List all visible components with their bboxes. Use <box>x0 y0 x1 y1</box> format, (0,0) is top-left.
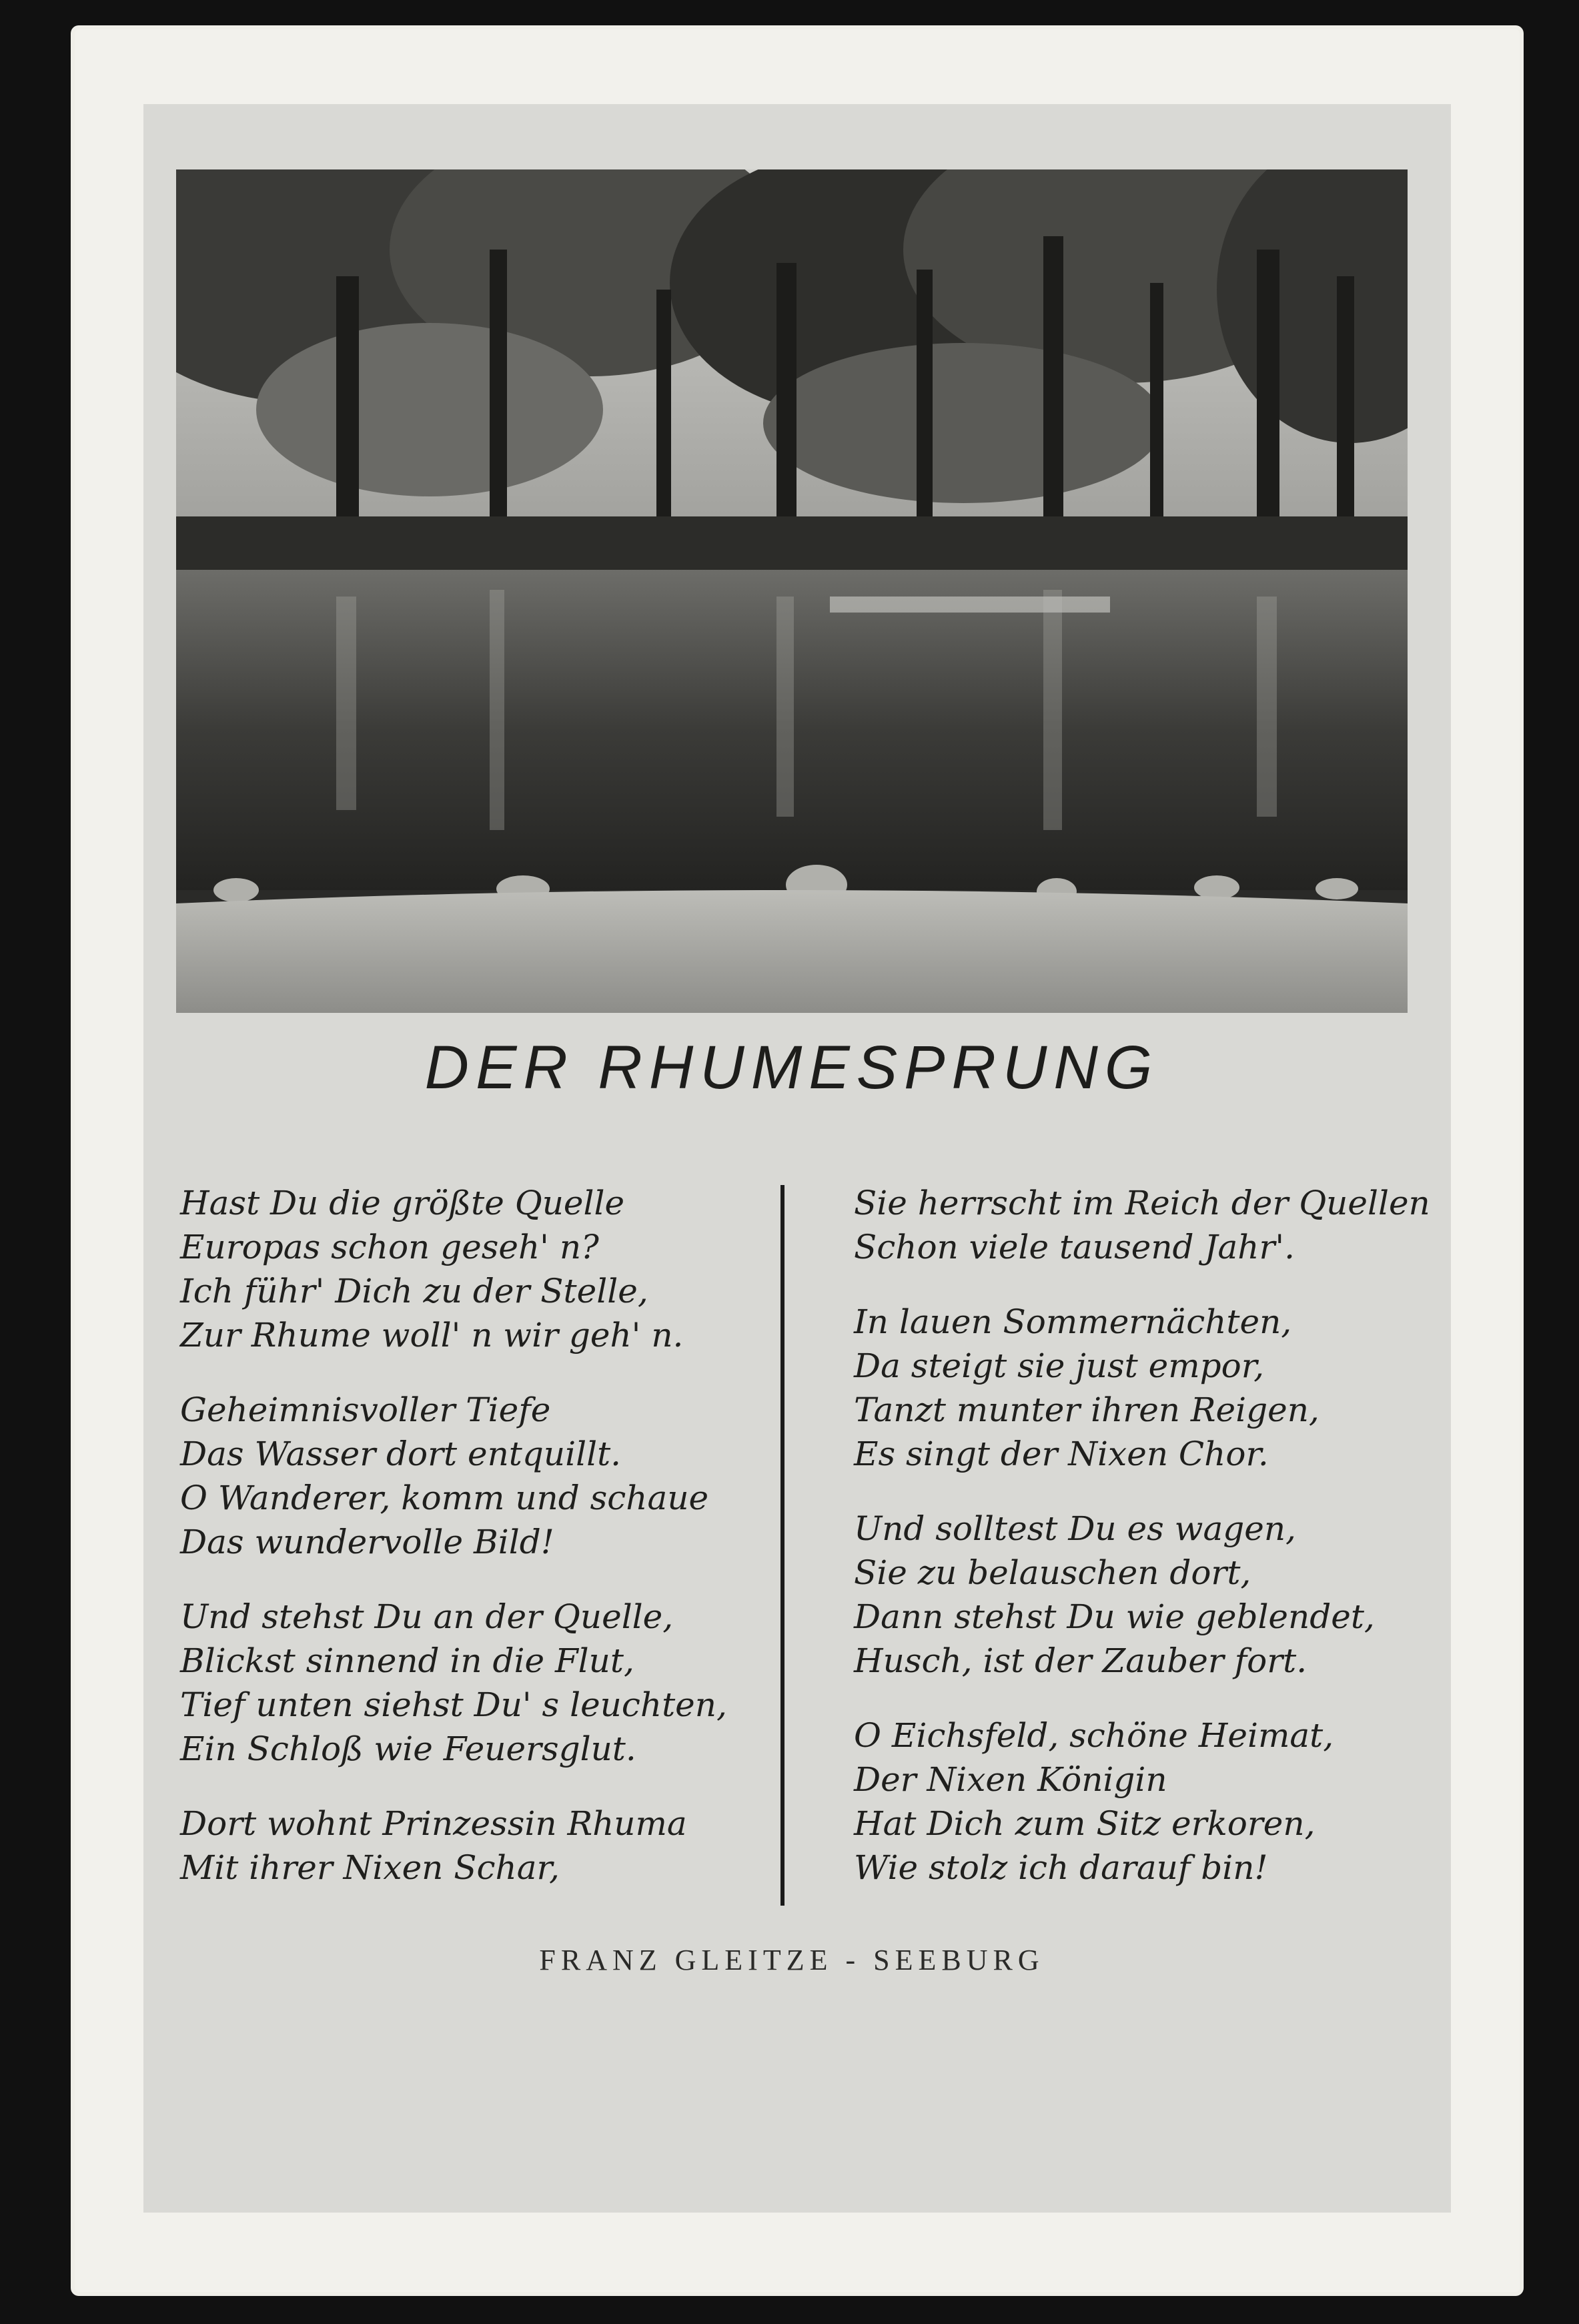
stanza <box>854 1300 1454 1476</box>
stanza <box>180 1388 767 1564</box>
poem-line: Der Nixen Königin <box>854 1760 1167 1799</box>
poem-line: Wie stolz ich darauf bin! <box>854 1848 1268 1887</box>
poem-line: O Eichsfeld, schöne Heimat, <box>854 1716 1334 1755</box>
author-credit: FRANZ GLEITZE - SEEBURG <box>539 1944 1045 1976</box>
stanza <box>180 1595 767 1771</box>
poem-line: Dann stehst Du wie geblendet, <box>854 1597 1375 1636</box>
poem-line: Husch, ist der Zauber fort. <box>854 1641 1307 1680</box>
poem-line: Geheimnisvoller Tiefe <box>180 1391 551 1429</box>
poem-line: Europas schon geseh' n? <box>180 1228 599 1266</box>
stanza <box>854 1507 1454 1683</box>
poem-line: Mit ihrer Nixen Schar, <box>180 1848 560 1887</box>
poem-line: Tanzt munter ihren Reigen, <box>854 1391 1320 1429</box>
stanza <box>854 1181 1454 1269</box>
stanza <box>854 1713 1454 1890</box>
poem-left-column <box>180 1181 767 1920</box>
poem-line: In lauen Sommernächten, <box>854 1302 1292 1341</box>
poem-line: Sie zu belauschen dort, <box>854 1553 1251 1592</box>
poem-title: DER RHUMESPRUNG <box>424 1034 1159 1102</box>
poem-line: O Wanderer, komm und schaue <box>180 1479 709 1517</box>
stanza <box>180 1802 767 1890</box>
poem-line: Schon viele tausend Jahr'. <box>854 1228 1295 1266</box>
poem-line: Blickst sinnend in die Flut, <box>180 1641 634 1680</box>
poem-line: Da steigt sie just empor, <box>854 1346 1265 1385</box>
stanza <box>180 1181 767 1357</box>
column-divider <box>780 1185 784 1906</box>
poem-line: Das Wasser dort entquillt. <box>180 1435 622 1473</box>
poem-line: Sie herrscht im Reich der Quellen <box>854 1184 1430 1222</box>
poem-line: Ich führ' Dich zu der Stelle, <box>180 1272 648 1310</box>
poem-line: Tief unten siehst Du' s leuchten, <box>180 1685 727 1724</box>
poem-line: Zur Rhume woll' n wir geh' n. <box>180 1316 684 1354</box>
poem-line: Hast Du die größte Quelle <box>180 1184 625 1222</box>
poem-line: Dort wohnt Prinzessin Rhuma <box>180 1804 687 1843</box>
poem-line: Es singt der Nixen Chor. <box>854 1435 1269 1473</box>
poem-line: Ein Schloß wie Feuersglut. <box>180 1729 636 1768</box>
poem-line: Hat Dich zum Sitz erkoren, <box>854 1804 1315 1843</box>
poem-right-column <box>854 1181 1454 1920</box>
poem-line: Und stehst Du an der Quelle, <box>180 1597 674 1636</box>
lake-photograph <box>176 169 1408 1013</box>
poem-line: Und solltest Du es wagen, <box>854 1509 1296 1548</box>
poem-line: Das wundervolle Bild! <box>180 1523 554 1561</box>
